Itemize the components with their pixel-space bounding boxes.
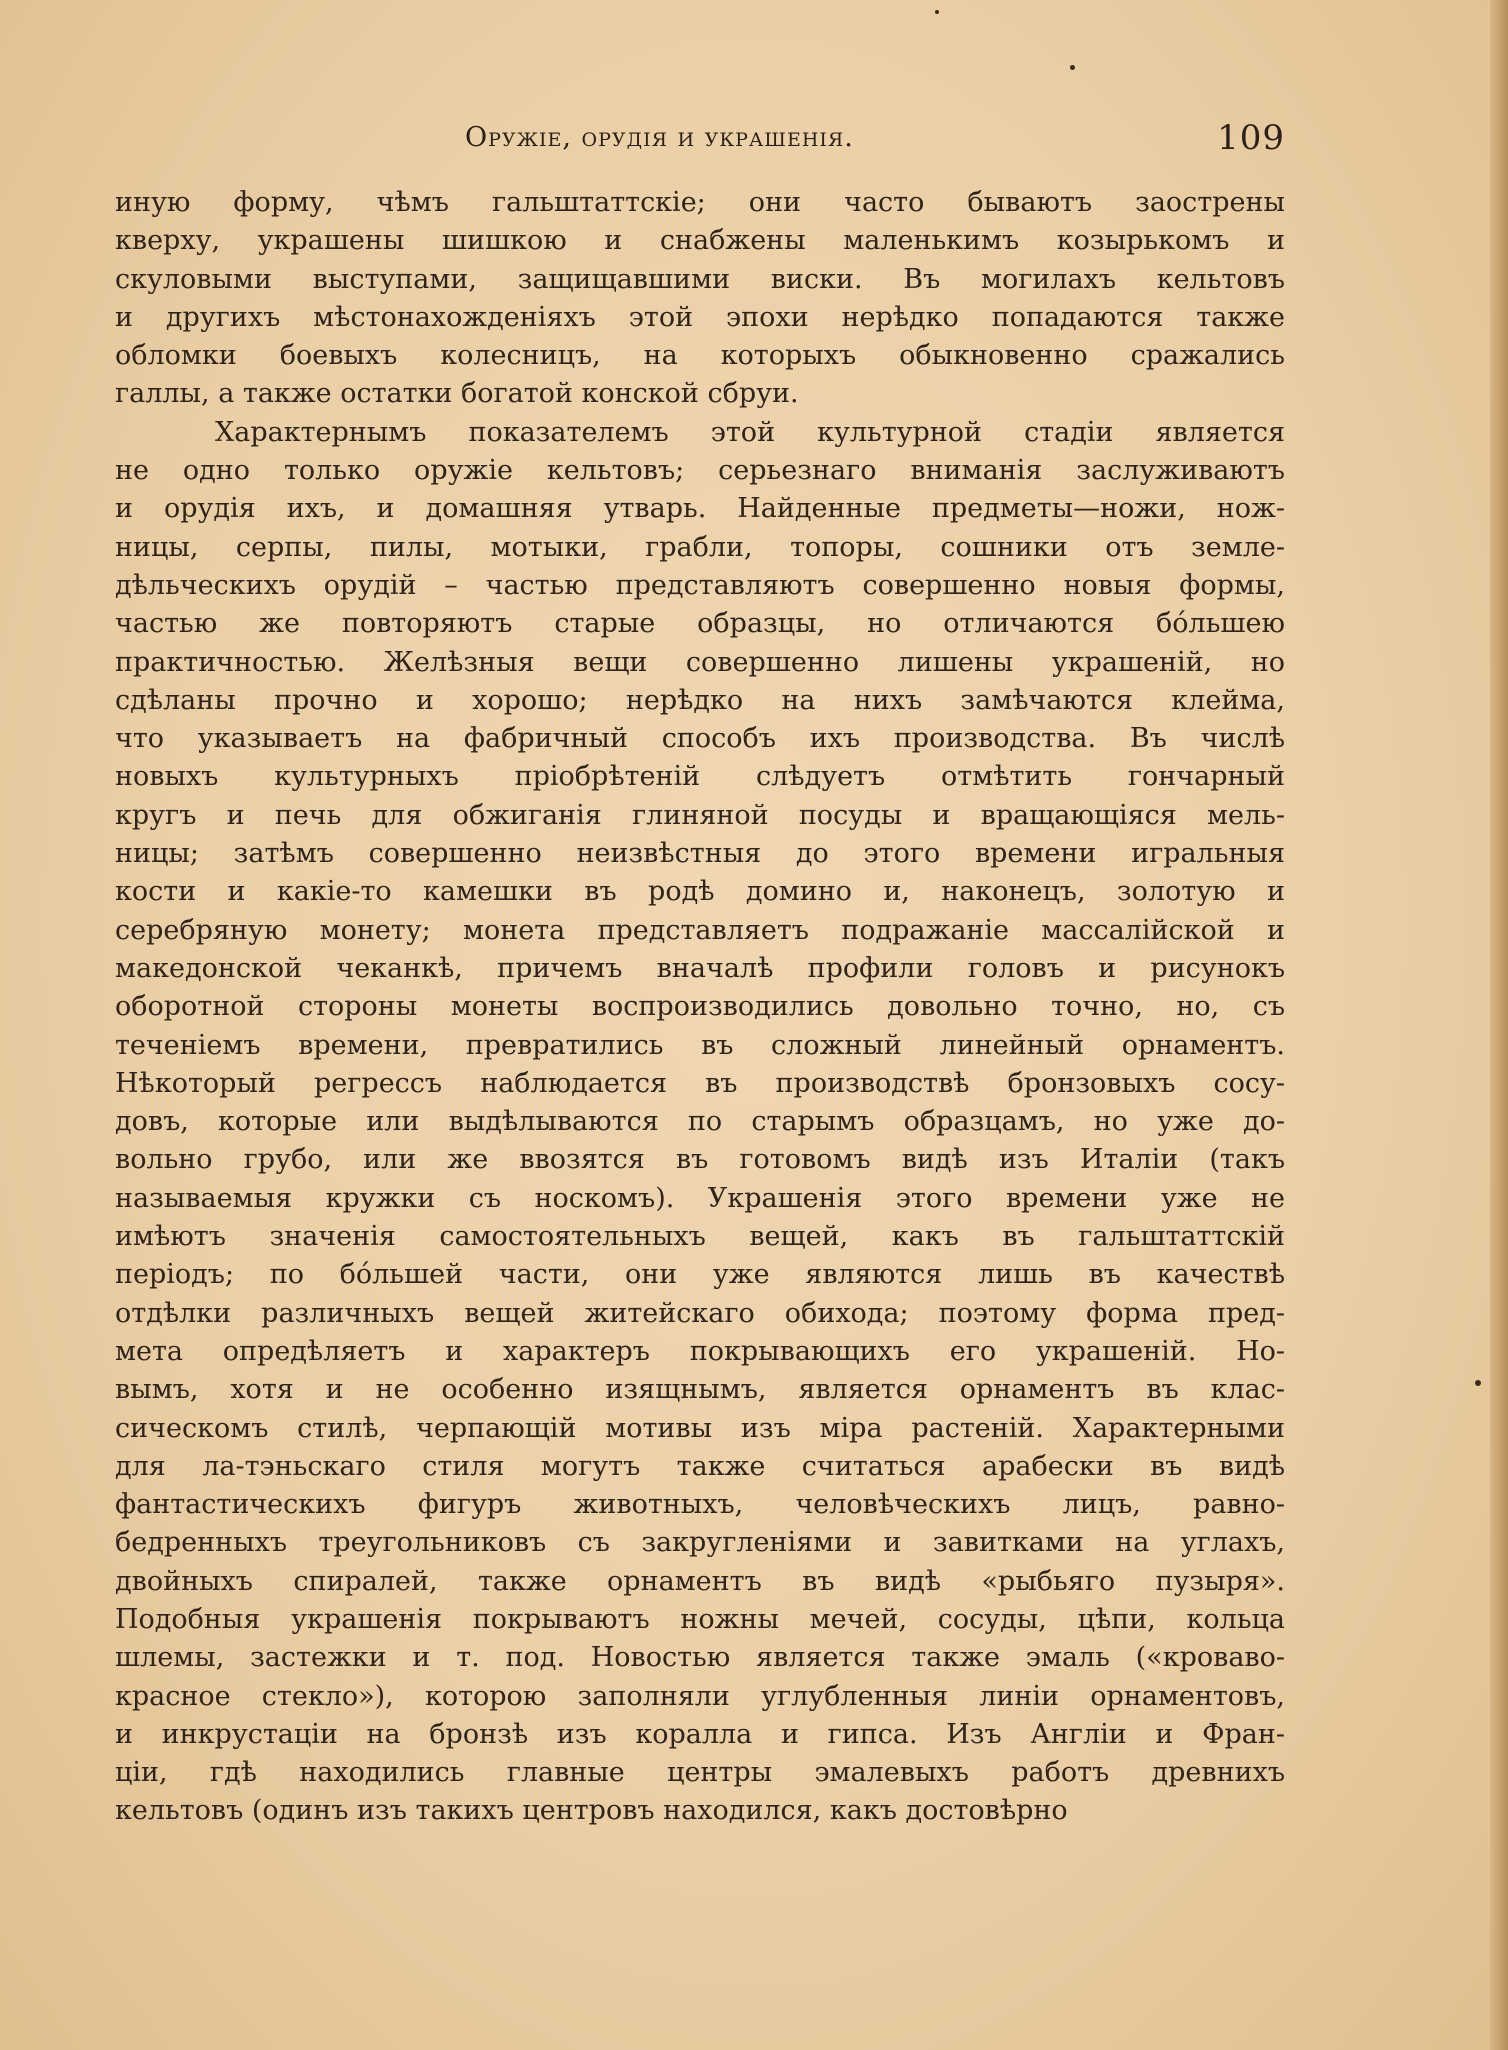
text-line: ницы; затѣмъ совершенно неизвѣстныя до этого времени игральныя — [115, 838, 1285, 870]
text-line: Характернымъ показателемъ этой культурной стадіи является — [215, 416, 1285, 448]
text-line: серебряную монету; монета представляетъ подражаніе массалійской и — [115, 914, 1285, 946]
page-header — [115, 118, 1285, 162]
text-line: отдѣлки различныхъ вещей житейскаго обихода; поэтому форма пред- — [115, 1297, 1285, 1329]
paragraph — [115, 414, 1285, 1831]
text-line: фантастическихъ фигуръ животныхъ, человѣческихъ лицъ, равно- — [115, 1489, 1285, 1521]
text-line: ницы, серпы, пилы, мотыки, грабли, топоры, сошники отъ земле- — [115, 531, 1285, 563]
text-line: и другихъ мѣстонахожденіяхъ этой эпохи нерѣдко попадаются также — [115, 301, 1285, 333]
text-line: и инкрустаціи на бронзѣ изъ коралла и гипса. Изъ Англіи и Фран- — [115, 1718, 1285, 1750]
text-line: обломки боевыхъ колесницъ, на которыхъ обыкновенно сражались — [115, 340, 1285, 372]
text-line: сдѣланы прочно и хорошо; нерѣдко на нихъ замѣчаются клейма, — [115, 684, 1285, 716]
print-speck — [935, 10, 939, 14]
text-line: шлемы, застежки и т. под. Новостью является также эмаль («кроваво- — [115, 1642, 1285, 1674]
text-line: для ла-тэньскаго стиля могутъ также считаться арабески въ видѣ — [115, 1450, 1285, 1482]
text-line: практичностью. Желѣзныя вещи совершенно лишены украшеній, но — [115, 646, 1285, 678]
text-line: и орудія ихъ, и домашняя утварь. Найденные предметы—ножи, нож- — [115, 493, 1285, 525]
text-line: Нѣкоторый регрессъ наблюдается въ производствѣ бронзовыхъ сосу- — [115, 1067, 1285, 1099]
body-text — [115, 184, 1285, 1831]
text-line: вольно грубо, или же ввозятся въ готовомъ видѣ изъ Италіи (такъ — [115, 1144, 1285, 1176]
running-title: Оружіе, орудія и украшенія. — [465, 122, 854, 153]
text-line: не одно только оружіе кельтовъ; серьезнаго вниманія заслуживаютъ — [115, 455, 1285, 487]
text-line: мета опредѣляетъ и характеръ покрывающихъ его украшеній. Но- — [115, 1335, 1285, 1367]
text-line: періодъ; по бóльшей части, они уже являются лишь въ качествѣ — [115, 1259, 1285, 1291]
text-line: сическомъ стилѣ, черпающій мотивы изъ міра растеній. Характерными — [115, 1412, 1285, 1444]
text-line: теченіемъ времени, превратились въ сложный линейный орнаментъ. — [115, 1029, 1285, 1061]
text-line: кельтовъ (одинъ изъ такихъ центровъ находился, какъ достовѣрно — [115, 1795, 1068, 1827]
print-speck — [1070, 65, 1075, 70]
text-line: новыхъ культурныхъ пріобрѣтеній слѣдуетъ отмѣтить гончарный — [115, 761, 1285, 793]
text-line: оборотной стороны монеты воспроизводились довольно точно, но, съ — [115, 991, 1285, 1023]
text-line: довъ, которые или выдѣлываются по старымъ образцамъ, но уже до- — [115, 1106, 1285, 1138]
text-line: кверху, украшены шишкою и снабжены маленькимъ козырькомъ и — [115, 225, 1285, 257]
text-line: Подобныя украшенія покрываютъ ножны мечей, сосуды, цѣпи, кольца — [115, 1603, 1285, 1635]
text-line: македонской чеканкѣ, причемъ вначалѣ профили головъ и рисунокъ — [115, 952, 1285, 984]
text-line: дѣльческихъ орудій – частью представляютъ совершенно новыя формы, — [115, 569, 1285, 601]
text-line: вымъ, хотя и не особенно изящнымъ, является орнаментъ въ клас- — [115, 1374, 1285, 1406]
text-line: бедренныхъ треугольниковъ съ закругленіями и завитками на углахъ, — [115, 1527, 1285, 1559]
page-edge-shadow — [1490, 0, 1508, 2050]
text-line: кости и какіе-то камешки въ родѣ домино и, наконецъ, золотую и — [115, 876, 1285, 908]
text-line: частью же повторяютъ старые образцы, но отличаются бóльшею — [115, 608, 1285, 640]
text-line: двойныхъ спиралей, также орнаментъ въ видѣ «рыбьяго пузыря». — [115, 1565, 1285, 1597]
text-line: красное стекло»), которою заполняли углубленныя линіи орнаментовъ, — [115, 1680, 1285, 1712]
text-line: иную форму, чѣмъ гальштаттскіе; они часто бываютъ заострены — [115, 187, 1285, 218]
print-speck — [1475, 1380, 1481, 1386]
paragraph — [115, 184, 1285, 414]
text-line: скуловыми выступами, защищавшими виски. Въ могилахъ кельтовъ — [115, 263, 1285, 295]
text-line: называемыя кружки съ носкомъ). Украшенія этого времени уже не — [115, 1182, 1285, 1214]
text-line: галлы, а также остатки богатой конской сбруи. — [115, 378, 799, 410]
text-line: что указываетъ на фабричный способъ ихъ производства. Въ числѣ — [115, 723, 1285, 755]
page-number: 109 — [1217, 118, 1285, 158]
text-line: кругъ и печь для обжиганія глиняной посуды и вращающіяся мель- — [115, 799, 1285, 831]
text-line: имѣютъ значенія самостоятельныхъ вещей, какъ въ гальштаттскій — [115, 1221, 1285, 1253]
text-line: ціи, гдѣ находились главные центры эмалевыхъ работъ древнихъ — [115, 1757, 1285, 1789]
